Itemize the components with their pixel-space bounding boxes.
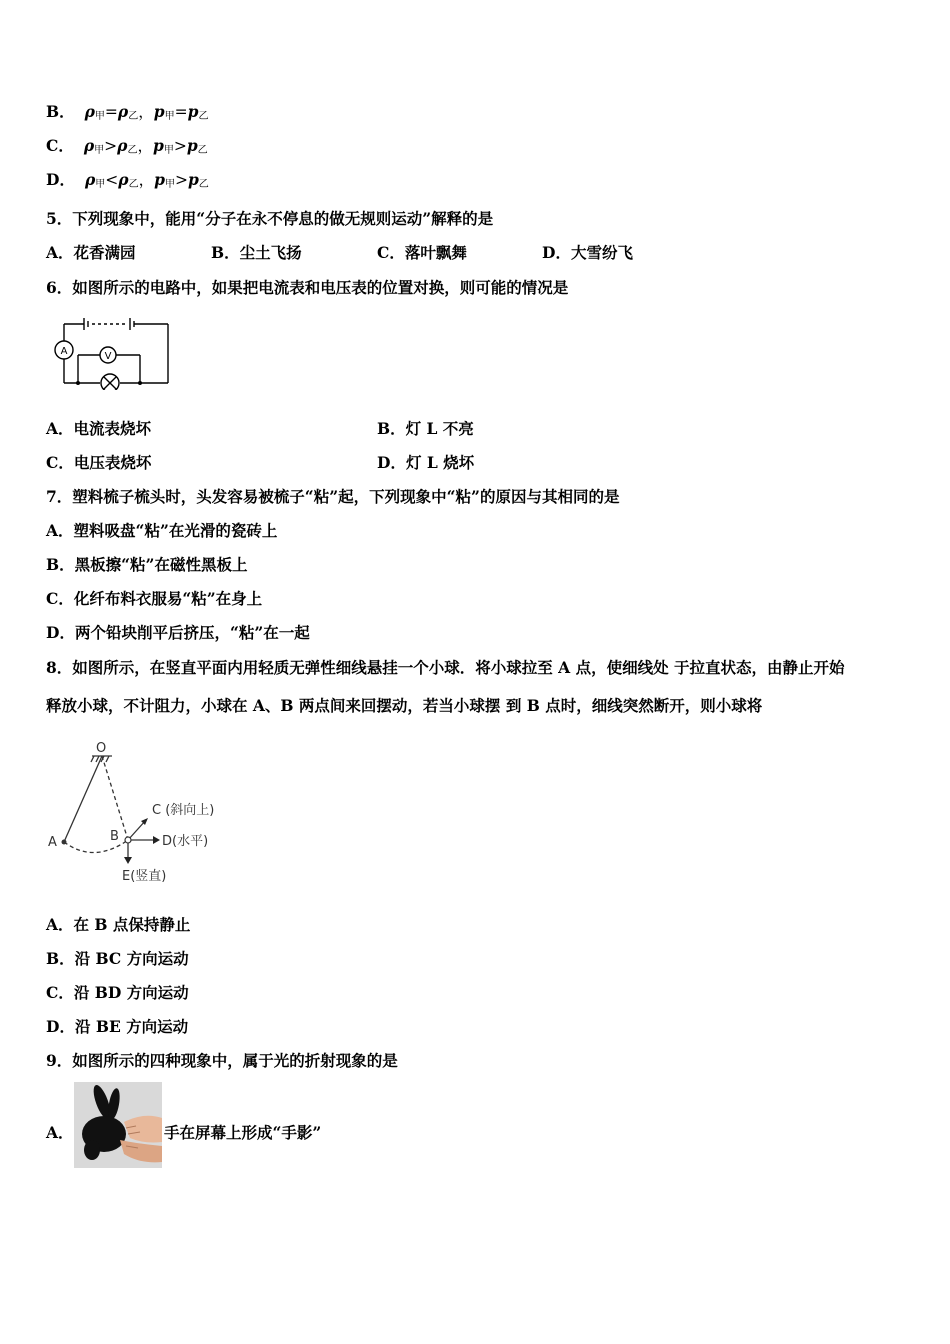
label-e: E(竖直) — [122, 869, 167, 884]
q7-option-d: D．两个铅块削平后挤压，“粘”在一起 — [46, 623, 310, 642]
q8-stem-line2: 释放小球，不计阻力，小球在 A、B 两点间来回摆动，若当小球摆 到 B 点时，细线突然断开，则小球将 — [46, 696, 763, 715]
q8-option-c: C．沿 BD 方向运动 — [46, 983, 189, 1002]
q7-option-c: C．化纤布料衣服易“粘”在身上 — [46, 589, 263, 608]
option-label: D． — [46, 170, 75, 189]
label-o: O — [96, 741, 107, 756]
q5-stem: 5．下列现象中，能用“分子在永不停息的做无规则运动”解释的是 — [46, 209, 494, 228]
label-a: A — [48, 835, 57, 850]
string-to-a — [64, 756, 102, 842]
q7-option-a: A．塑料吸盘“粘”在光滑的瓷砖上 — [46, 521, 278, 540]
q7-option-b: B．黑板擦“粘”在磁性黑板上 — [46, 555, 248, 574]
q8-pendulum-diagram — [44, 736, 244, 886]
q6-option-d: D．灯 L 烧坏 — [377, 453, 475, 472]
label-d: D(水平) — [162, 834, 209, 849]
arrow-be-head — [124, 857, 132, 864]
arrow-bd-head — [153, 836, 160, 844]
q5-option-c: C．落叶飘舞 — [377, 243, 467, 262]
string-to-b — [102, 756, 128, 840]
q5-option-d: D．大雪纷飞 — [542, 243, 633, 262]
q9-option-a-label: A． — [46, 1123, 74, 1142]
ball-a — [62, 840, 67, 845]
q5-option-b: B．尘土飞扬 — [211, 243, 302, 262]
label-c: C (斜向上) — [152, 803, 215, 818]
label-b: B — [110, 829, 119, 844]
ammeter-label: A — [60, 346, 68, 357]
q6-stem: 6．如图所示的电路中，如果把电流表和电压表的位置对换，则可能的情况是 — [46, 278, 569, 297]
q8-stem-line1: 8．如图所示，在竖直平面内用轻质无弹性细线悬挂一个小球．将小球拉至 A 点，使细线处 于拉直状态，由静止开始 — [46, 658, 845, 677]
q8-option-d: D．沿 BE 方向运动 — [46, 1017, 189, 1036]
ball-b — [125, 837, 131, 843]
q8-option-b: B．沿 BC 方向运动 — [46, 949, 189, 968]
q9-option-a-text: 手在屏幕上形成“手影” — [164, 1123, 322, 1142]
q9-hand-shadow-image — [74, 1082, 162, 1168]
lamp-circle — [101, 374, 119, 390]
option-label: C． — [46, 136, 74, 155]
q4-option-c: C． $\rho_甲>\rho_乙$，$p_甲>p_乙$ — [46, 136, 208, 156]
q4-option-b: B． $\rho_甲=\rho_乙$，$p_甲=p_乙$ — [46, 102, 209, 122]
q6-option-c: C．电压表烧坏 — [46, 453, 152, 472]
option-label: B． — [46, 102, 75, 121]
q6-option-b: B．灯 L 不亮 — [377, 419, 474, 438]
q7-stem: 7．塑料梳子梳头时，头发容易被梳子“粘”起，下列现象中“粘”的原因与其相同的是 — [46, 487, 620, 506]
q9-stem: 9．如图所示的四种现象中，属于光的折射现象的是 — [46, 1051, 398, 1070]
q8-option-a: A．在 B 点保持静止 — [46, 915, 191, 934]
q4-option-d: D． $\rho_甲<\rho_乙$，$p_甲>p_乙$ — [46, 170, 209, 190]
q5-option-a: A．花香满园 — [46, 243, 136, 262]
q6-circuit-diagram — [50, 312, 176, 390]
q6-option-a: A．电流表烧坏 — [46, 419, 152, 438]
voltmeter-label: V — [104, 351, 112, 362]
